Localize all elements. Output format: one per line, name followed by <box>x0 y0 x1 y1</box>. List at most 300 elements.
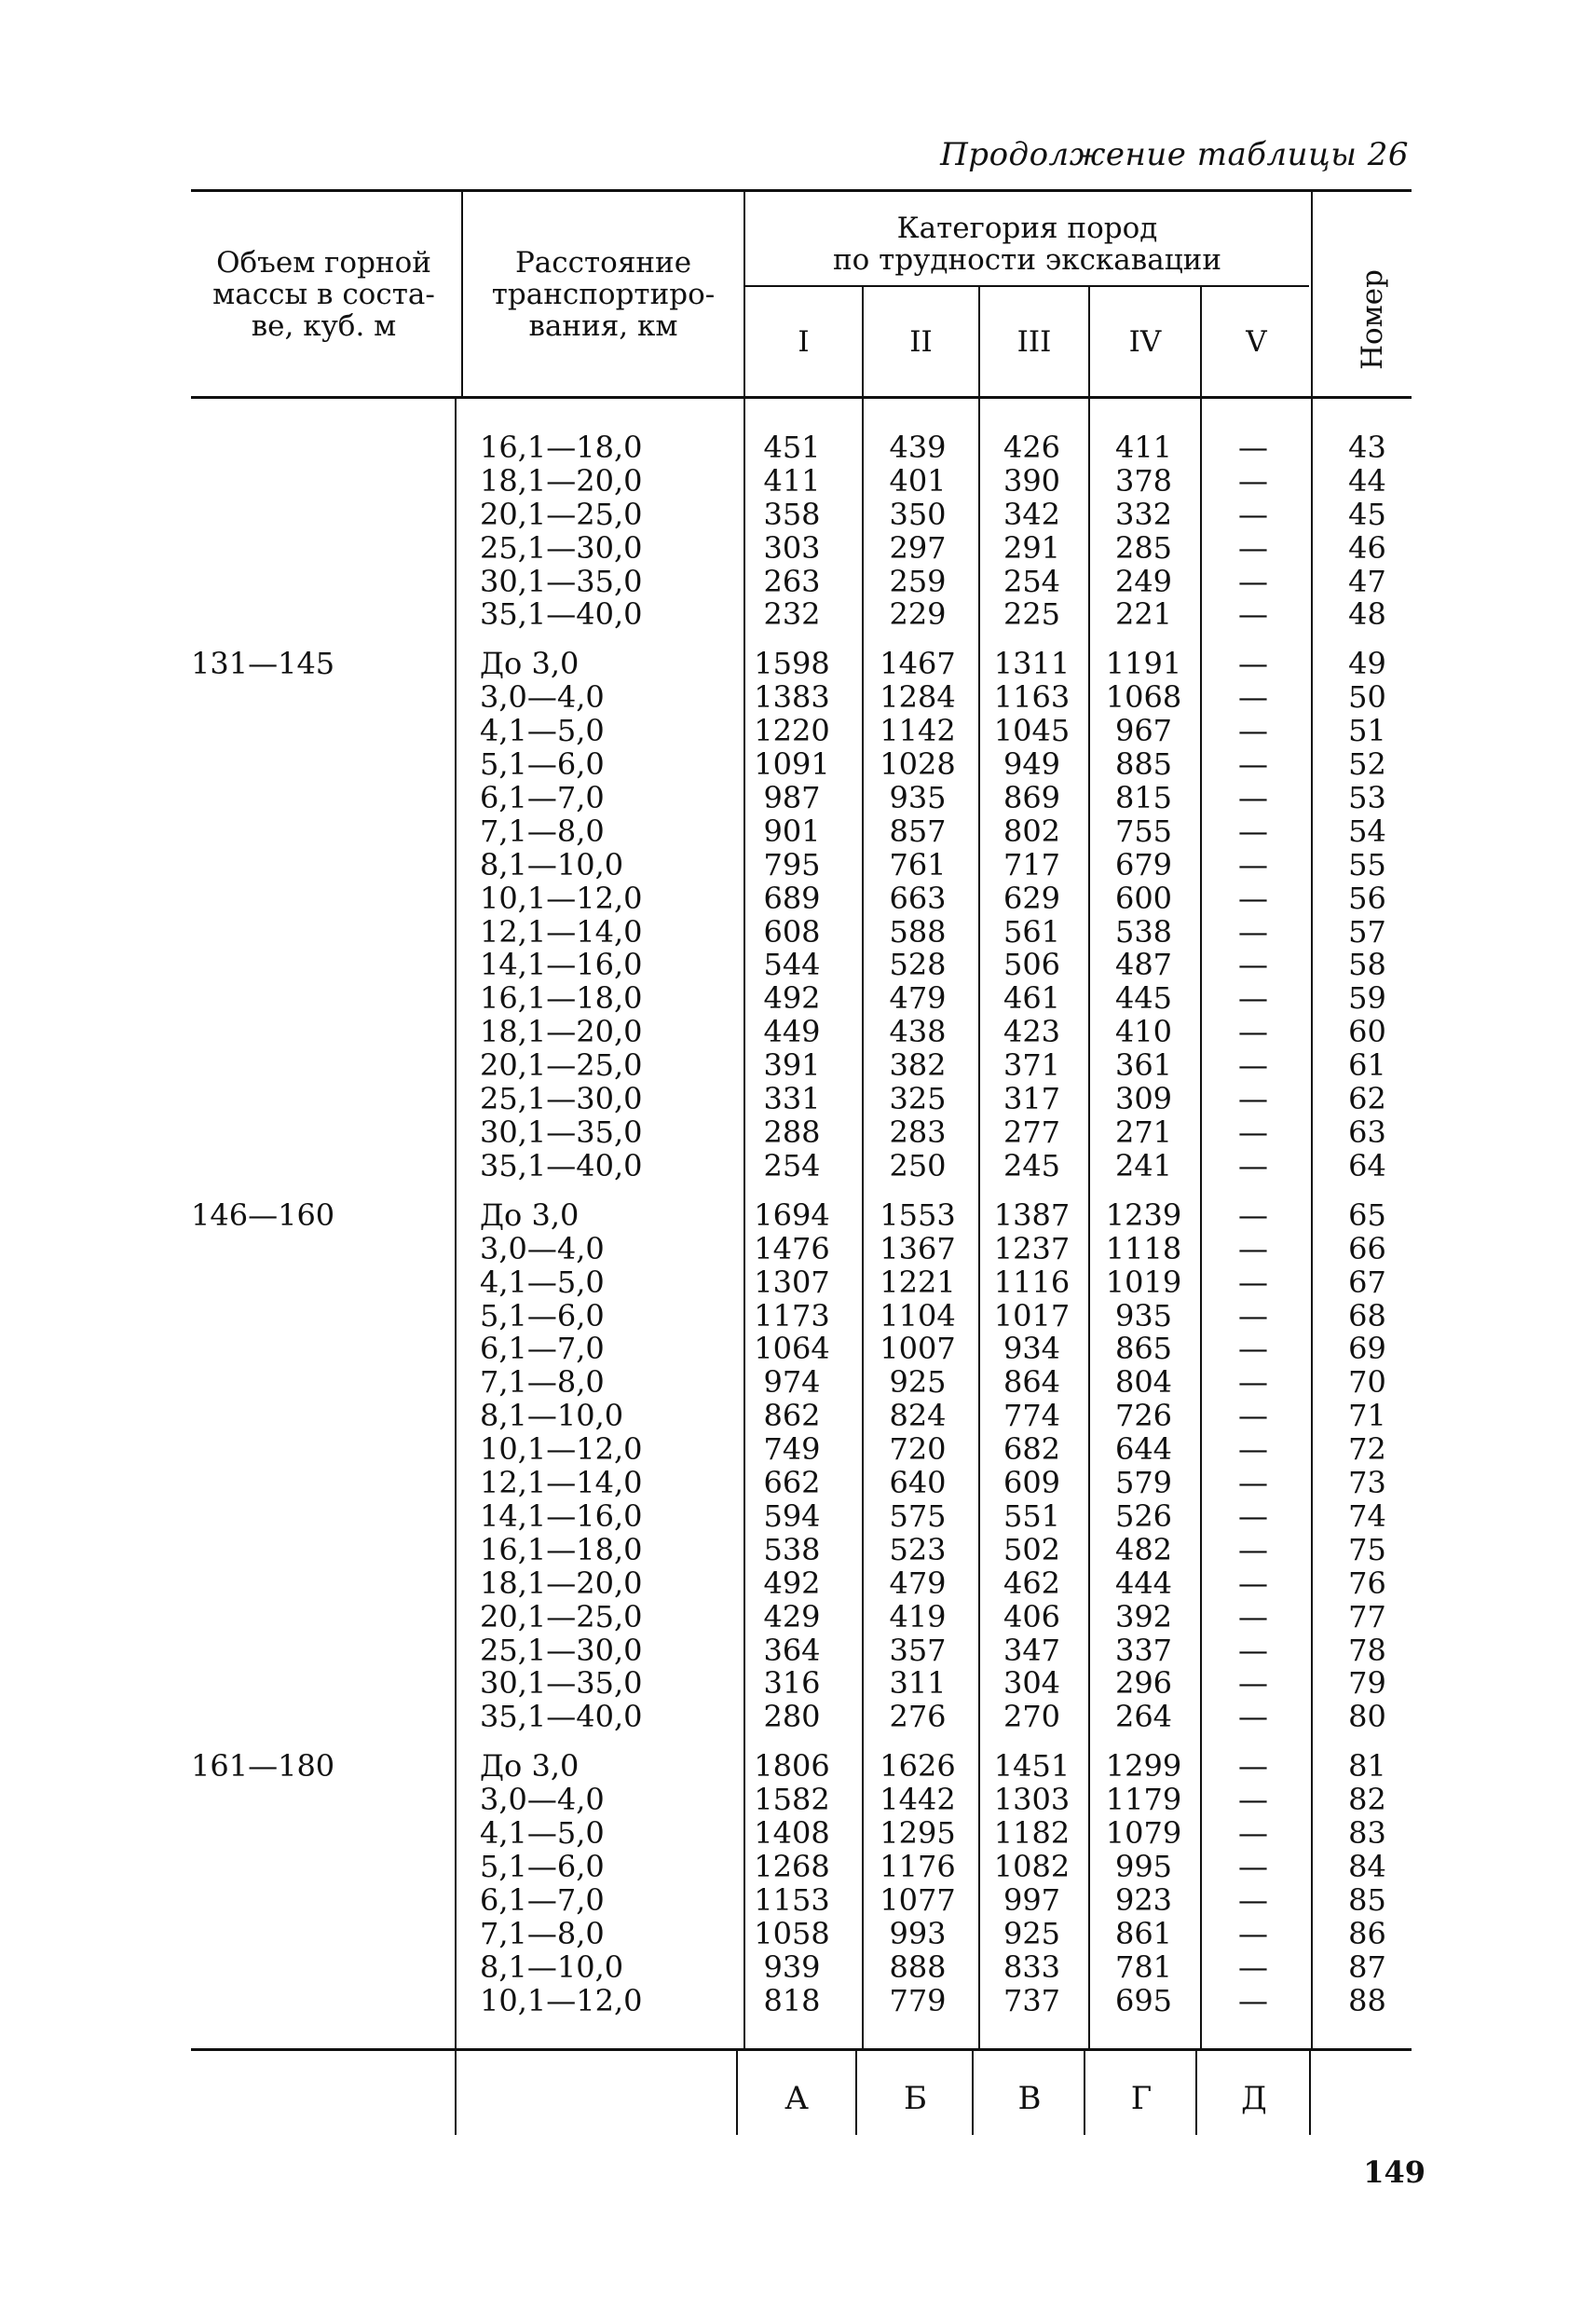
distance-cell: До 3,0 <box>480 1197 580 1233</box>
cat-V-cell: — <box>1238 881 1268 916</box>
vline-cat-number <box>1311 192 1313 396</box>
cat-I-cell: 316 <box>763 1665 821 1701</box>
cat-III-cell: 225 <box>1003 596 1061 632</box>
number-cell: 60 <box>1348 1014 1386 1049</box>
cat-I-cell: 901 <box>763 814 821 849</box>
cat-IV-cell: 249 <box>1114 564 1173 599</box>
number-cell: 50 <box>1348 679 1386 715</box>
cat-IV-cell: 1191 <box>1105 646 1182 681</box>
distance-cell: 5,1—6,0 <box>480 746 605 782</box>
number-cell: 87 <box>1348 1949 1386 1985</box>
cat-II-cell: 1626 <box>880 1748 956 1784</box>
cat-V-cell: — <box>1238 980 1268 1016</box>
table-caption: Продолжение таблицы 26 <box>940 136 1409 173</box>
cat-IV-cell: 967 <box>1114 713 1173 748</box>
cat-II-cell: 1142 <box>880 713 956 748</box>
cat-II-cell: 229 <box>889 596 947 632</box>
cat-V-cell: — <box>1238 1815 1268 1851</box>
cat-I-cell: 232 <box>763 596 821 632</box>
distance-cell: 8,1—10,0 <box>480 1949 624 1985</box>
cat-II-cell: 357 <box>889 1633 947 1668</box>
cat-II-cell: 1028 <box>880 746 956 782</box>
cat-II-cell: 419 <box>889 1599 947 1634</box>
number-cell: 54 <box>1348 814 1386 849</box>
cat-V-cell: — <box>1238 1298 1268 1333</box>
cat-IV-cell: 935 <box>1114 1298 1173 1333</box>
cat-III-cell: 426 <box>1003 430 1061 465</box>
distance-cell: 20,1—25,0 <box>480 1599 643 1634</box>
cat-I-cell: 1476 <box>754 1231 830 1266</box>
cat-IV-cell: 411 <box>1114 430 1173 465</box>
number-cell: 62 <box>1348 1081 1386 1116</box>
cat-III-cell: 802 <box>1003 814 1061 849</box>
distance-cell: 10,1—12,0 <box>480 1431 643 1467</box>
number-cell: 43 <box>1348 430 1386 465</box>
distance-cell: 8,1—10,0 <box>480 1398 624 1433</box>
cat-I-cell: 303 <box>763 530 821 566</box>
number-cell: 88 <box>1348 1983 1386 2018</box>
number-cell: 76 <box>1348 1566 1386 1601</box>
cat-III-cell: 1163 <box>993 679 1071 715</box>
cat-V-cell: — <box>1238 1148 1268 1183</box>
cat-IV-cell: 361 <box>1114 1047 1173 1083</box>
cat-II-cell: 439 <box>889 430 947 465</box>
foot-vline-3 <box>972 2051 974 2135</box>
cat-IV-cell: 679 <box>1114 847 1173 882</box>
cat-III-cell: 737 <box>1003 1983 1061 2018</box>
distance-cell: 7,1—8,0 <box>480 1364 605 1400</box>
cat-V-cell: — <box>1238 1916 1268 1951</box>
cat-III-cell: 371 <box>1003 1047 1061 1083</box>
cat-II-cell: 1467 <box>880 646 956 681</box>
foot-vline-0 <box>455 2051 457 2135</box>
number-cell: 80 <box>1348 1699 1386 1734</box>
cat-III-cell: 1182 <box>993 1815 1071 1851</box>
cat-II-cell: 779 <box>889 1983 947 2018</box>
cat-III-cell: 317 <box>1003 1081 1061 1116</box>
cat-V-cell: — <box>1238 463 1268 499</box>
cat-II-cell: 761 <box>889 847 947 882</box>
cat-V-cell: — <box>1238 947 1268 982</box>
distance-cell: 14,1—16,0 <box>480 947 643 982</box>
distance-cell: До 3,0 <box>480 1748 580 1784</box>
cat-V-cell: — <box>1238 497 1268 532</box>
cat-IV-cell: 526 <box>1114 1498 1173 1534</box>
cat-I-cell: 1220 <box>754 713 830 748</box>
cat-II-cell: 276 <box>889 1699 947 1734</box>
cat-I-cell: 1582 <box>754 1782 830 1817</box>
distance-cell: 8,1—10,0 <box>480 847 624 882</box>
cat-I-cell: 974 <box>763 1364 821 1400</box>
header-cat-III: III <box>1016 325 1052 359</box>
distance-cell: 16,1—18,0 <box>480 430 643 465</box>
cat-I-cell: 795 <box>763 847 821 882</box>
cat-IV-cell: 861 <box>1114 1916 1173 1951</box>
header-cat-I: I <box>798 325 810 359</box>
distance-cell: 10,1—12,0 <box>480 1983 643 2018</box>
cat-II-cell: 479 <box>889 980 947 1016</box>
cat-I-cell: 331 <box>763 1081 821 1116</box>
cat-III-cell: 629 <box>1003 881 1061 916</box>
cat-II-cell: 1104 <box>880 1298 956 1333</box>
cat-II-cell: 401 <box>889 463 947 499</box>
distance-cell: 7,1—8,0 <box>480 814 605 849</box>
cat-IV-cell: 487 <box>1114 947 1173 982</box>
cat-IV-cell: 1118 <box>1105 1231 1182 1266</box>
cat-V-cell: — <box>1238 713 1268 748</box>
distance-cell: 25,1—30,0 <box>480 1633 643 1668</box>
cat-III-cell: 1237 <box>993 1231 1071 1266</box>
number-cell: 79 <box>1348 1665 1386 1701</box>
distance-cell: 14,1—16,0 <box>480 1498 643 1534</box>
cat-IV-cell: 538 <box>1114 914 1173 950</box>
cat-IV-cell: 1019 <box>1105 1265 1182 1300</box>
number-cell: 61 <box>1348 1047 1386 1083</box>
cat-II-cell: 935 <box>889 780 947 815</box>
distance-cell: 3,0—4,0 <box>480 1782 605 1817</box>
cat-V-cell: — <box>1238 914 1268 950</box>
cat-II-cell: 250 <box>889 1148 947 1183</box>
cat-I-cell: 662 <box>763 1465 821 1500</box>
cat-V-cell: — <box>1238 679 1268 715</box>
distance-cell: 20,1—25,0 <box>480 1047 643 1083</box>
cat-IV-cell: 337 <box>1114 1633 1173 1668</box>
cat-IV-cell: 755 <box>1114 814 1173 849</box>
cat-I-cell: 449 <box>763 1014 821 1049</box>
number-cell: 69 <box>1348 1331 1386 1366</box>
number-cell: 86 <box>1348 1916 1386 1951</box>
vline-volume-distance <box>461 192 463 396</box>
footer-letter-D: Д <box>1241 2080 1267 2117</box>
distance-cell: 35,1—40,0 <box>480 1699 643 1734</box>
cat-V-cell: — <box>1238 596 1268 632</box>
cat-I-cell: 1064 <box>754 1331 830 1366</box>
cat-II-cell: 663 <box>889 881 947 916</box>
cat-I-cell: 391 <box>763 1047 821 1083</box>
header-number: Номер <box>1356 269 1389 371</box>
cat-I-cell: 1058 <box>754 1916 830 1951</box>
footer-letter-B: Б <box>904 2080 927 2117</box>
cat-II-cell: 1442 <box>880 1782 956 1817</box>
number-cell: 47 <box>1348 564 1386 599</box>
number-cell: 55 <box>1348 847 1386 882</box>
cat-III-cell: 925 <box>1003 1916 1061 1951</box>
cat-I-cell: 358 <box>763 497 821 532</box>
distance-cell: 4,1—5,0 <box>480 713 605 748</box>
cat-I-cell: 939 <box>763 1949 821 1985</box>
distance-cell: 10,1—12,0 <box>480 881 643 916</box>
cat-III-cell: 245 <box>1003 1148 1061 1183</box>
cat-III-cell: 774 <box>1003 1398 1061 1433</box>
cat-II-cell: 824 <box>889 1398 947 1433</box>
cat-IV-cell: 309 <box>1114 1081 1173 1116</box>
distance-cell: 25,1—30,0 <box>480 1081 643 1116</box>
cat-IV-cell: 644 <box>1114 1431 1173 1467</box>
cat-III-cell: 347 <box>1003 1633 1061 1668</box>
cat-II-cell: 523 <box>889 1532 947 1567</box>
footer-letter-G: Г <box>1130 2080 1153 2117</box>
cat-V-cell: — <box>1238 1081 1268 1116</box>
cat-II-cell: 1007 <box>880 1331 956 1366</box>
header-distance-line-3: вания, км <box>528 309 678 343</box>
cat-III-cell: 717 <box>1003 847 1061 882</box>
cat-V-cell: — <box>1238 1498 1268 1534</box>
cat-V-cell: — <box>1238 1665 1268 1701</box>
cat-IV-cell: 726 <box>1114 1398 1173 1433</box>
cat-II-cell: 283 <box>889 1114 947 1150</box>
cat-V-cell: — <box>1238 430 1268 465</box>
cat-II-cell: 857 <box>889 814 947 849</box>
cat-I-cell: 429 <box>763 1599 821 1634</box>
cat-I-cell: 749 <box>763 1431 821 1467</box>
distance-cell: 5,1—6,0 <box>480 1849 605 1884</box>
cat-III-cell: 1116 <box>993 1265 1071 1300</box>
distance-cell: 18,1—20,0 <box>480 1566 643 1601</box>
distance-cell: 6,1—7,0 <box>480 1882 605 1918</box>
cat-II-cell: 350 <box>889 497 947 532</box>
cat-III-cell: 506 <box>1003 947 1061 982</box>
cat-I-cell: 538 <box>763 1532 821 1567</box>
cat-II-cell: 1176 <box>880 1849 956 1884</box>
cat-V-cell: — <box>1238 530 1268 566</box>
cat-I-cell: 492 <box>763 980 821 1016</box>
cat-IV-cell: 378 <box>1114 463 1173 499</box>
cat-II-cell: 1284 <box>880 679 956 715</box>
cat-II-cell: 888 <box>889 1949 947 1985</box>
body-bottom-rule <box>191 2048 1412 2051</box>
cat-IV-cell: 995 <box>1114 1849 1173 1884</box>
cat-III-cell: 406 <box>1003 1599 1061 1634</box>
cat-III-cell: 1082 <box>993 1849 1071 1884</box>
cat-IV-cell: 885 <box>1114 746 1173 782</box>
number-cell: 67 <box>1348 1265 1386 1300</box>
cat-IV-cell: 444 <box>1114 1566 1173 1601</box>
cat-V-cell: — <box>1238 1782 1268 1817</box>
footer-letter-A: А <box>784 2080 809 2117</box>
number-cell: 45 <box>1348 497 1386 532</box>
cat-III-cell: 609 <box>1003 1465 1061 1500</box>
cat-II-cell: 640 <box>889 1465 947 1500</box>
cat-V-cell: — <box>1238 1265 1268 1300</box>
cat-V-cell: — <box>1238 1014 1268 1049</box>
cat-III-cell: 304 <box>1003 1665 1061 1701</box>
cat-II-cell: 438 <box>889 1014 947 1049</box>
cat-II-cell: 1553 <box>880 1197 956 1233</box>
distance-cell: 20,1—25,0 <box>480 497 643 532</box>
cat-III-cell: 682 <box>1003 1431 1061 1467</box>
cat-IV-cell: 445 <box>1114 980 1173 1016</box>
cat-I-cell: 1307 <box>754 1265 830 1300</box>
cat-III-cell: 291 <box>1003 530 1061 566</box>
volume-cell: 161—180 <box>191 1748 335 1784</box>
number-cell: 85 <box>1348 1882 1386 1918</box>
number-cell: 78 <box>1348 1633 1386 1668</box>
cat-III-cell: 461 <box>1003 980 1061 1016</box>
cat-V-cell: — <box>1238 1699 1268 1734</box>
cat-V-cell: — <box>1238 1231 1268 1266</box>
cat-I-cell: 1408 <box>754 1815 830 1851</box>
header-category <box>745 212 1309 276</box>
number-cell: 66 <box>1348 1231 1386 1266</box>
cat-I-cell: 818 <box>763 1983 821 2018</box>
cat-V-cell: — <box>1238 1465 1268 1500</box>
cat-V-cell: — <box>1238 1047 1268 1083</box>
cat-II-cell: 297 <box>889 530 947 566</box>
cat-II-cell: 1367 <box>880 1231 956 1266</box>
cat-III-cell: 254 <box>1003 564 1061 599</box>
cat-III-cell: 390 <box>1003 463 1061 499</box>
number-cell: 70 <box>1348 1364 1386 1400</box>
number-cell: 75 <box>1348 1532 1386 1567</box>
cat-V-cell: — <box>1238 1599 1268 1634</box>
cat-III-cell: 1017 <box>993 1298 1071 1333</box>
cat-V-cell: — <box>1238 1532 1268 1567</box>
cat-IV-cell: 804 <box>1114 1364 1173 1400</box>
cat-I-cell: 1091 <box>754 746 830 782</box>
cat-I-cell: 1173 <box>754 1298 830 1333</box>
header-cat-V: V <box>1246 325 1267 359</box>
cat-III-cell: 1045 <box>993 713 1071 748</box>
category-subrule <box>745 285 1309 287</box>
cat-I-cell: 544 <box>763 947 821 982</box>
number-cell: 46 <box>1348 530 1386 566</box>
number-cell: 59 <box>1348 980 1386 1016</box>
cat-II-cell: 1221 <box>880 1265 956 1300</box>
header-category-line-1: Категория пород <box>896 212 1158 245</box>
cat-III-cell: 1303 <box>993 1782 1071 1817</box>
cat-IV-cell: 1179 <box>1105 1782 1182 1817</box>
header-volume <box>191 247 457 342</box>
number-cell: 72 <box>1348 1431 1386 1467</box>
number-cell: 81 <box>1348 1748 1386 1784</box>
cat-V-cell: — <box>1238 1849 1268 1884</box>
cat-V-cell: — <box>1238 1566 1268 1601</box>
cat-III-cell: 1311 <box>993 646 1071 681</box>
cat-I-cell: 862 <box>763 1398 821 1433</box>
cat-IV-cell: 781 <box>1114 1949 1173 1985</box>
number-cell: 68 <box>1348 1298 1386 1333</box>
cat-I-cell: 451 <box>763 430 821 465</box>
header-distance <box>466 247 741 342</box>
footer-letter-V: В <box>1017 2080 1042 2117</box>
cat-IV-cell: 579 <box>1114 1465 1173 1500</box>
cat-V-cell: — <box>1238 1197 1268 1233</box>
foot-vline-4 <box>1084 2051 1085 2135</box>
cat-I-cell: 689 <box>763 881 821 916</box>
cat-III-cell: 277 <box>1003 1114 1061 1150</box>
distance-cell: 12,1—14,0 <box>480 1465 643 1500</box>
cat-III-cell: 833 <box>1003 1949 1061 1985</box>
cat-III-cell: 864 <box>1003 1364 1061 1400</box>
cat-IV-cell: 1068 <box>1105 679 1182 715</box>
cat-II-cell: 479 <box>889 1566 947 1601</box>
number-cell: 58 <box>1348 947 1386 982</box>
cat-IV-cell: 695 <box>1114 1983 1173 2018</box>
cat-I-cell: 1153 <box>754 1882 830 1918</box>
cat-II-cell: 1077 <box>880 1882 956 1918</box>
number-cell: 49 <box>1348 646 1386 681</box>
distance-cell: 6,1—7,0 <box>480 1331 605 1366</box>
cat-V-cell: — <box>1238 1114 1268 1150</box>
number-cell: 57 <box>1348 914 1386 950</box>
number-cell: 74 <box>1348 1498 1386 1534</box>
distance-cell: 3,0—4,0 <box>480 679 605 715</box>
body-vline-7 <box>1311 399 1313 2048</box>
cat-II-cell: 575 <box>889 1498 947 1534</box>
cat-V-cell: — <box>1238 1949 1268 1985</box>
distance-cell: 30,1—35,0 <box>480 1114 643 1150</box>
cat-V-cell: — <box>1238 564 1268 599</box>
page-number: 149 <box>1363 2154 1425 2190</box>
cat-IV-cell: 332 <box>1114 497 1173 532</box>
number-cell: 82 <box>1348 1782 1386 1817</box>
cat-IV-cell: 815 <box>1114 780 1173 815</box>
cat-IV-cell: 271 <box>1114 1114 1173 1150</box>
cat-II-cell: 1295 <box>880 1815 956 1851</box>
cat-V-cell: — <box>1238 1882 1268 1918</box>
cat-II-cell: 720 <box>889 1431 947 1467</box>
number-cell: 44 <box>1348 463 1386 499</box>
cat-I-cell: 594 <box>763 1498 821 1534</box>
distance-cell: 6,1—7,0 <box>480 780 605 815</box>
foot-vline-1 <box>736 2051 738 2135</box>
number-cell: 51 <box>1348 713 1386 748</box>
number-cell: 84 <box>1348 1849 1386 1884</box>
header-cat-II: II <box>909 325 933 359</box>
header-distance-line-1: Расстояние <box>514 246 692 280</box>
cat-I-cell: 987 <box>763 780 821 815</box>
cat-III-cell: 270 <box>1003 1699 1061 1734</box>
cat-V-cell: — <box>1238 780 1268 815</box>
cat-III-cell: 462 <box>1003 1566 1061 1601</box>
cat-II-cell: 993 <box>889 1916 947 1951</box>
foot-vline-2 <box>855 2051 857 2135</box>
header-volume-line-3: ве, куб. м <box>251 309 397 343</box>
cat-III-cell: 949 <box>1003 746 1061 782</box>
cat-V-cell: — <box>1238 1748 1268 1784</box>
distance-cell: 18,1—20,0 <box>480 1014 643 1049</box>
distance-cell: 4,1—5,0 <box>480 1815 605 1851</box>
number-cell: 52 <box>1348 746 1386 782</box>
cat-IV-cell: 392 <box>1114 1599 1173 1634</box>
cat-I-cell: 263 <box>763 564 821 599</box>
distance-cell: 16,1—18,0 <box>480 980 643 1016</box>
number-cell: 73 <box>1348 1465 1386 1500</box>
distance-cell: 30,1—35,0 <box>480 1665 643 1701</box>
cat-I-cell: 1268 <box>754 1849 830 1884</box>
cat-III-cell: 551 <box>1003 1498 1061 1534</box>
number-cell: 71 <box>1348 1398 1386 1433</box>
cat-III-cell: 1451 <box>993 1748 1071 1784</box>
distance-cell: 5,1—6,0 <box>480 1298 605 1333</box>
number-cell: 64 <box>1348 1148 1386 1183</box>
cat-IV-cell: 600 <box>1114 881 1173 916</box>
top-rule <box>191 189 1412 192</box>
distance-cell: 35,1—40,0 <box>480 1148 643 1183</box>
foot-vline-6 <box>1309 2051 1311 2135</box>
header-volume-line-1: Объем горной <box>216 246 431 280</box>
number-cell: 48 <box>1348 596 1386 632</box>
cat-IV-cell: 1299 <box>1105 1748 1182 1784</box>
cat-V-cell: — <box>1238 1364 1268 1400</box>
cat-V-cell: — <box>1238 1633 1268 1668</box>
number-cell: 56 <box>1348 881 1386 916</box>
cat-V-cell: — <box>1238 746 1268 782</box>
header-bottom-rule <box>191 396 1412 399</box>
cat-I-cell: 280 <box>763 1699 821 1734</box>
distance-cell: 30,1—35,0 <box>480 564 643 599</box>
header-distance-line-2: транспортиро- <box>491 278 716 311</box>
